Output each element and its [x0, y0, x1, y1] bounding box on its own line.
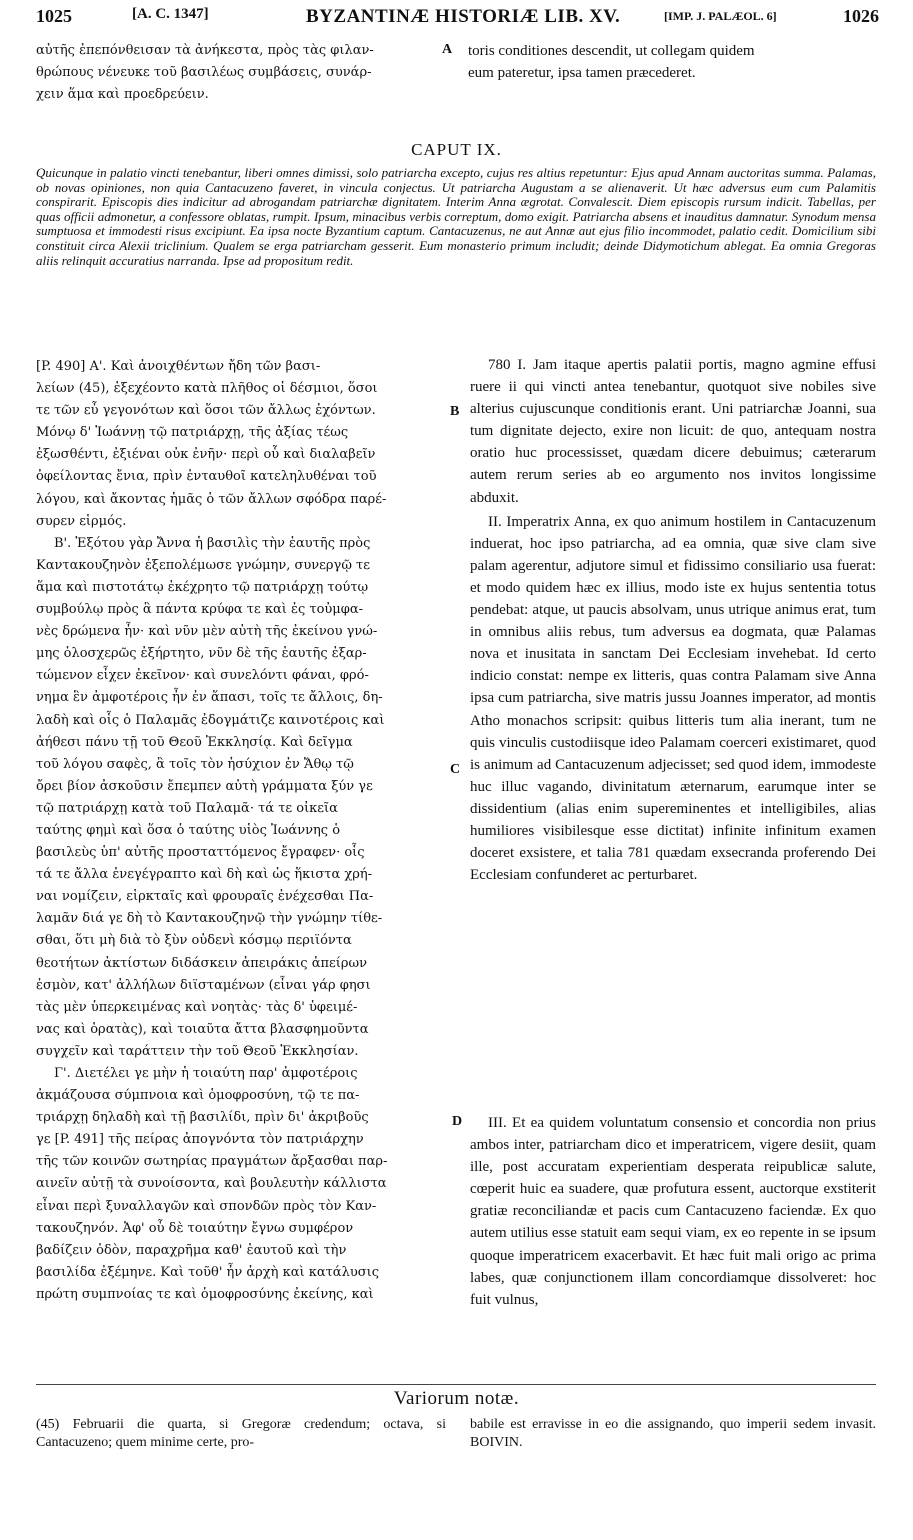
greek-line: τακουζηνόν. Ἀφ' οὗ δὲ τοιαύτην ἔγνω συμφέρον [36, 1220, 354, 1236]
greek-line: λαμᾶν διά γε δὴ τὸ Καντακουζηνῷ τὴν γνώμην τίθε- [36, 911, 383, 927]
greek-line: εἶναι περὶ ξυναλλαγῶν καὶ σπονδῶν πρὸς τὸν Καν- [36, 1198, 377, 1214]
greek-line: θεοτήτων ἀκτίστων διδάσκειν ἀπειράκις ἀπείρων [36, 955, 367, 971]
greek-column [36, 356, 444, 1372]
greek-line: τὰς μὲν ὑπερκειμένας καὶ νοητὰς· τὰς δ' ὑφειμέ- [36, 999, 358, 1015]
greek-line: ταύτης φημὶ καὶ ὅσα ὁ ταύτης υἱὸς Ἰωάννης ὁ [36, 822, 341, 838]
latin-column-lower [470, 1112, 876, 1380]
greek-line: σθαι, ὅτι μὴ διὰ τὸ ξὺν οὐδενὶ κόσμῳ περιϊόντα [36, 933, 352, 949]
greek-line: μης ὁλοσχερῶς ἐξήρτητο, νῦν δὲ τῆς ἑαυτῆς ἐξαρ- [36, 646, 367, 662]
header-emperor: [IMP. J. PALÆOL. 6] [664, 9, 777, 23]
greek-line: ἀήθεσι πάνυ τῇ τοῦ Θεοῦ Ἐκκλησίᾳ. Καὶ δεῖγμα [36, 734, 353, 750]
greek-line: ὄρει βίον ἀσκοῦσιν ἔπεμπεν αὐτὴ γράμματα ξύν γε [36, 778, 373, 794]
greek-line: τοῦ λόγου σαφὲς, ἃ τοῖς τὸν ἡσύχιον ἐν Ἄθῳ τῷ [36, 756, 354, 772]
greek-line: ἅμα καὶ πιστοτάτῳ ἐκέχρητο τῷ πατριάρχῃ τούτῳ [36, 579, 369, 595]
greek-line: Γ'. Διετέλει γε μὴν ἡ τοιαύτη παρ' ἀμφοτέροις [54, 1066, 358, 1081]
greek-line: ἀκμάζουσα σύμπνοια καὶ ὁμοφροσύνη, τῷ τε πα- [36, 1088, 360, 1104]
greek-line: [P. 490] Α'. Καὶ ἀνοιχθέντων ἤδη τῶν βασι- [36, 359, 321, 374]
greek-line: αὐτῆς ἐπεπόνθεισαν τὰ ἀνήκεστα, πρὸς τὰς φιλαν- [36, 43, 374, 58]
latin-line: toris conditiones descendit, ut collegam quidem [468, 43, 755, 59]
greek-line: συρεν εἱρμός. [36, 513, 127, 529]
greek-line: χειν ἅμα καὶ προεδρεύειν. [36, 87, 209, 103]
top-greek-text [36, 40, 434, 136]
greek-line: συμβούλῳ πρὸς ἃ πάντα κρύφα τε καὶ ἐς τοὐμφα- [36, 602, 364, 618]
greek-line: τριάρχῃ δηλαδὴ καὶ τῇ βασιλίδι, πρὶν δι' ἀκριβοῦς [36, 1110, 369, 1126]
header-date: [A. C. 1347] [132, 6, 209, 22]
running-header [36, 6, 879, 30]
chapter-title: CAPUT IX. [411, 140, 502, 159]
greek-line: Β'. Ἐξότου γὰρ Ἄννα ἡ βασιλὶς τὴν ἑαυτῆς πρὸς [54, 535, 371, 551]
greek-line: τῷ πατριάρχῃ κατὰ τοῦ Παλαμᾶ· τά τε οἰκεῖα [36, 800, 338, 816]
greek-line: ἐξωσθέντι, ἐξιέναι οὐκ ἐνῆν· περὶ οὗ καὶ διαλαβεῖν [36, 447, 376, 463]
right-page-number: 1026 [843, 6, 879, 26]
greek-line: λόγου, καὶ ἄκοντας ἡμᾶς ὁ τῶν ἄλλων σφόδρα παρέ- [36, 491, 387, 507]
greek-line: αινεῖν αὐτῇ τὰ συνοίσοντα, καὶ βουλευτὴν κάλλιστα [36, 1176, 387, 1192]
greek-line: συγχεῖν καὶ ταράττειν τὴν τοῦ Θεοῦ Ἐκκλησίαν. [36, 1043, 359, 1059]
greek-line: Καντακουζηνὸν ἐξεπολέμωσε γνώμην, συνεργῷ τε [36, 557, 370, 573]
greek-line: ναι νομίζειν, εἱρκταῖς καὶ φρουραῖς ἐνέχεσθαι Πα- [36, 889, 374, 905]
greek-line: τῆς τῶν κοινῶν σωτηρίας πραγμάτων ἄρξασθαι παρ- [36, 1154, 388, 1170]
margin-marker-b: B [450, 404, 460, 419]
greek-line: νὲς δρώμενα ἦν· καὶ νῦν μὲν αὐτὴ τῆς ἐκείνου γνώ- [36, 624, 378, 640]
header-title: BYZANTINÆ HISTORIÆ LIB. XV. [306, 6, 621, 27]
left-page-number: 1025 [36, 6, 72, 26]
latin-paragraph-2: II. Imperatrix Anna, ex quo animum hostilem in Cantacuzenum induerat, hoc ipso patriarcha, ad ea omnia, quæ sive clam sive palam agerentur, adjutore simul et fidissimo consiliario usa fuerat: et modo quidem hæc ex illius, modo iste ex hujus sententia totus pendebat: atque, ut paucis absolvam, unus utrique animus erat, tum in omnibus aliis rebus, tum adversus ea dogmata, quæ Palamas nova et inusitata in sanctam Dei Ecclesiam invehebat. Id certo indicio constat: nempe ex litteris, quas contra Palamam sive Anna ipsa cum patriarcha, sive matris jussu Joannes imperator, ad montis Atho monachos scripsit: quibus litteris tum alia inerant, tum ne quis vinculis custodiisque ideo Palamam coerceri existimaret, quod is animum ad Cantacuzenum adjecisset; sed quod idem, immodeste huc illuc vagando, divinitatum æternarum, earumque inter se dissidentium (alias enim supereminentes et intelligibiles, alias humiliores visibilesque esse dictitat) infinite infinitum examen doceret exsistere, et talia 781 quædam exsecranda proferendo Dei Ecclesiam confunderet ac perturbaret. [470, 513, 876, 884]
notes-divider [36, 1384, 876, 1385]
margin-marker-d: D [452, 1114, 463, 1129]
greek-line: Μόνῳ δ' Ἰωάννῃ τῷ πατριάρχῃ, τῆς ἀξίας τέως [36, 425, 349, 441]
greek-line: πρώτη συμπνοίας τε καὶ ὁμοφροσύνης ἐκείνης, καὶ [36, 1286, 374, 1302]
greek-line: νας καὶ ὁρατὰς), καὶ τοιαῦτα ἄττα βλασφημοῦντα [36, 1021, 369, 1037]
margin-marker-a: A [442, 42, 453, 57]
margin-marker-c: C [450, 762, 461, 777]
latin-paragraph-3: III. Et ea quidem voluntatum consensio et concordia non prius ambos inter, patriarcham dico et imperatricem, vigere desiit, quam ille, post accuratam experientiam desperata reipublicæ salute, cœperit huic ea suadere, quæ profutura essent, auctorque exstiterit gratiæ reconciliandæ et pacis cum Cantacuzeno faciendæ. Ex quo autem utilius esse statuit eam sequi viam, ex eo repente in se ipsum quoque imperatricem exacerbavit. Et hæc fuit mali origo ac prima labes, quæ conjunctionem illam concordiamque dissolveret: hoc fuit vulnus, [470, 1115, 876, 1308]
top-latin-text [468, 40, 876, 106]
greek-line: θρώπους νένευκε τοῦ βασιλέως συμβάσεις, συνάρ- [36, 65, 372, 81]
greek-line: ὀφείλοντας ἔνια, πρὶν ἐνταυθοῖ κατεληλυθέναι τοῦ [36, 469, 377, 485]
chapter-summary: Quicunque in palatio vincti tenebantur, liberi omnes dimissi, solo patriarcha excepto, cujus res altius repetuntur: Ejus apud Annam auctoritas summa. Palamas, ob novas opiniones, non quia Cantacuzeno faveret, in vincula conjectus. Ut patriarcha Augustam a se alienaverit. Ut hæc adversus eum cum Palamitis conspirarit. Episcopis dies indicitur ad abrogandam patriarchæ dignitatem. Interim Anna ægrotat. Convalescit. Diem episcopis rursum indicit. Tabellas, per quas officii admonetur, a confessore oblatas, rumpit. Ipsum, minacibus verbis correptum, domo exigit. Patriarcha absens et inauditus damnatur. Synodum mensa sumptuosa et immodesti risus excipiunt. Ea ipsa nocte Byzantium captum. Cantacuzenus, ne aut Annæ aut ejus filio incommodet, palatio cedit. Domicilium sibi constituit circa Alexii triclinium. Qualem se erga patriarcham gesserit. Eum monasterio primum includit; deinde Didymotichum ablegat. Ea omnia Gregoras aliis relinquit accuratius narranda. Ipse ad propositum redit. [36, 165, 876, 268]
greek-line: τά τε ἄλλα ἐνεγέγραπτο καὶ δὴ καὶ ὡς ἥκιστα χρή- [36, 867, 373, 883]
greek-line: λαδὴ καὶ οἷς ὁ Παλαμᾶς ἐδογμάτιζε καινοτέροις καὶ [36, 712, 385, 728]
greek-line: ἐσμὸν, κατ' ἀλλήλων διϊσταμένων (εἶναι γάρ φησι [36, 977, 371, 993]
greek-line: γε [P. 491] τῆς πείρας ἀπογνόντα τὸν πατριάρχην [36, 1132, 364, 1148]
notes-title: Variorum notæ. [393, 1388, 520, 1409]
note-right: babile est erravisse in eo die assignando, quo imperii sedem invasit. BOIVIN. [470, 1417, 876, 1451]
greek-line: νημα ἓν ἀμφοτέροις ἦν ἐν ἅπασι, τοῖς τε ἄλλοις, δη- [36, 690, 383, 706]
greek-line: τε τῶν εὖ γεγονότων καὶ ὅσοι τῶν ἄλλως ἐχόντων. [36, 403, 376, 419]
note-left: (45) Februarii die quarta, si Gregoræ credendum; octava, si Cantacuzeno; quem minime certe, pro- [36, 1417, 446, 1451]
greek-line: βασιλίδα ἐξέμηνε. Καὶ τοῦθ' ἦν ἀρχὴ καὶ κατάλυσις [36, 1264, 379, 1280]
latin-column [470, 354, 876, 1110]
greek-line: τώμενον εἶχεν ἐκεῖνον· καὶ συνελόντι φάναι, φρό- [36, 668, 369, 684]
greek-line: βασιλεὺς ὑπ' αὐτῆς προσταττόμενος ἔγραφεν· οἷς [36, 845, 365, 861]
greek-line: λείων (45), ἐξεχέοντο κατὰ πλῆθος οἱ δέσμιοι, ὅσοι [36, 381, 378, 397]
latin-line: eum pateretur, ipsa tamen præcederet. [468, 65, 696, 82]
latin-paragraph-1: 780 I. Jam itaque apertis palatii portis, magno agmine effusi ruere ii qui vincti antea tenebantur, quotquot sive nobiles sive alterius cujuscunque conditionis erant. Uni patriarchæ Joanni, sua tum dignitate dejecto, exire non licuit: de quo, antequam nostra oratio huc processisset, quædam dicere debuimus; cæterarum autem rerum series ab eo argumento nos invitos longissime abduxit. [470, 357, 876, 506]
greek-line: βαδίζειν ὁδὸν, παραχρῆμα καθ' ἑαυτοῦ καὶ τὴν [36, 1242, 347, 1258]
